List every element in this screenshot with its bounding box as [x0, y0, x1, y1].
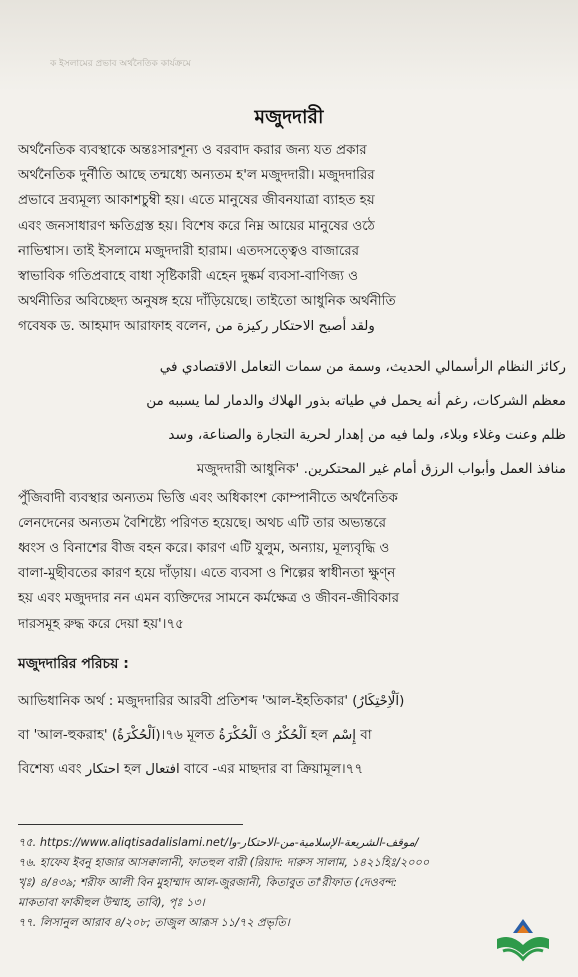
arabic-quote-line: معظم الشركات، رغم أنه يحمل في طياته بذور الهلاك والدمار لما يسببه من — [146, 392, 566, 409]
footnote-divider — [18, 824, 243, 825]
definition-line: আভিধানিক অর্থ : মজুদদারির আরবী প্রতিশব্দ 'আল-ইহতিকার' (اَلْاِحْتِكَارُ) — [18, 694, 405, 709]
section-subheading: মজুদদারির পরিচয় : — [18, 656, 129, 672]
text-line: অর্থনীতির অবিচ্ছেদ্য অনুষঙ্গ হয়ে দাঁড়িয়েছে। তাইতো আধুনিক অর্থনীতি — [18, 294, 396, 310]
text-line: অর্থনৈতিক ব্যবস্থাকে অন্তঃসারশূন্য ও বরবাদ করার জন্য যত প্রকার — [18, 143, 367, 158]
page-title: মজুদদারী — [254, 106, 324, 128]
text-line: নাভিশ্বাস। তাই ইসলামে মজুদদারী হারাম। এতদসত্ত্বেও বাজারের — [18, 243, 359, 259]
text-line: দারসমূহ রুদ্ধ করে দেয়া হয়'।৭৫ — [18, 616, 184, 632]
book-logo-icon — [493, 915, 553, 965]
footnote: খৃঃ) ৪/৪৩৯; শরীফ আলী বিন মুহাম্মাদ আল-জুরজানী, কিতাবুত তা'রীফাত (দেওবন্দ: — [18, 876, 397, 889]
footnotes — [18, 833, 566, 933]
text-line: প্রভাবে দ্রব্যমূল্য আকাশচুম্বী হয়। এতে মানুষের জীবনযাত্রা ব্যাহত হয় — [18, 193, 375, 209]
definition-block — [18, 685, 566, 787]
footnote: ৭৭. লিসানুল আরাব ৪/২০৮; তাজুল আরূস ১১/৭২ প্রভৃতি। — [18, 916, 290, 929]
arabic-quote-line: ظلم وعنت وغلاء وبلاء، ولما فيه من إهدار لحرية التجارة والصناعة، وسد — [168, 426, 566, 443]
text-line: গবেষক ড. আহমাদ আরাফাহ বলেন, ولقد أصبح الاحتكار ركيزة من — [18, 319, 375, 335]
text-line: এবং জনসাধারণ ক্ষতিগ্রস্ত হয়। বিশেষ করে নিম্ন আয়ের মানুষের ওঠে — [18, 218, 375, 234]
text-line: পুঁজিবাদী ব্যবস্থার অন্যতম ভিত্তি এবং অধিকাংশ কোম্পানীতে অর্থনৈতিক — [18, 490, 398, 506]
definition-line: বিশেষ্য এবং احتكار হল افتعال বাবে -এর মাছদার বা ক্রিয়ামূল।৭৭ — [18, 762, 364, 777]
footnote: ৭৬. হাফেয ইবনু হাজার আসক্বালানী, ফাতহুল বারী (রিয়াদ: দারুস সালাম, ১৪২১হিঃ/২০০০ — [18, 856, 430, 869]
faded-running-header: ক ইসলামের প্রভাব অর্থনৈতিক কার্যক্রমে — [50, 59, 191, 69]
text-line: হয় এবং মজুদদার নন এমন ব্যক্তিদের সামনে কর্মক্ষেত্র ও জীবন-জীবিকার — [18, 591, 399, 607]
text-line: অর্থনৈতিক দুর্নীতি আছে তন্মধ্যে অন্যতম হ'ল মজুদদারী। মজুদদারির — [18, 168, 375, 184]
arabic-quote-line: ركائز النظام الرأسمالي الحديث، وسمة من سمات التعامل الاقتصادي في — [159, 358, 566, 375]
mixed-quote-line: منافذ العمل وأبواب الرزق أمام غير المحتكرين. 'মজুদদারী আধুনিক — [196, 460, 566, 477]
footnote: ৭৫. https://www.aliqtisadalislami.net/موقف-الشريعة-الإسلامية-من-الاحتكار-وا/ — [18, 836, 419, 849]
text-line: লেনদেনের অন্যতম বৈশিষ্ট্যে পরিণত হয়েছে। অথচ এটি তার অভ্যন্তরে — [18, 515, 387, 531]
text-line: স্বাভাবিক গতিপ্রবাহে বাধা সৃষ্টিকারী এহেন দুষ্কর্ম ব্যবসা-বাণিজ্য ও — [18, 269, 358, 285]
body-text — [18, 138, 566, 637]
text-line: ধ্বংস ও বিনাশের বীজ বহন করে। কারণ এটি যুলুম, অন্যায়, মূল্যবৃদ্ধি ও — [18, 541, 390, 557]
top-page-shadow — [0, 0, 578, 92]
definition-line: বা 'আল-হুকরাহ' (اَلْحُكْرَةُ)।৭৬ মূলত اَلْحُكْرَةُ ও اَلْحُكْرُ হল إِسْم বা — [18, 728, 372, 743]
text-line: বালা-মুছীবতের কারণ হয়ে দাঁড়ায়। এতে ব্যবসা ও শিল্পের স্বাধীনতা ক্ষুণ্ন — [18, 566, 396, 582]
footnote: মাকতাবা ফাকীহুল উম্মাহ, তাবি), পৃঃ ১৩। — [18, 896, 205, 909]
